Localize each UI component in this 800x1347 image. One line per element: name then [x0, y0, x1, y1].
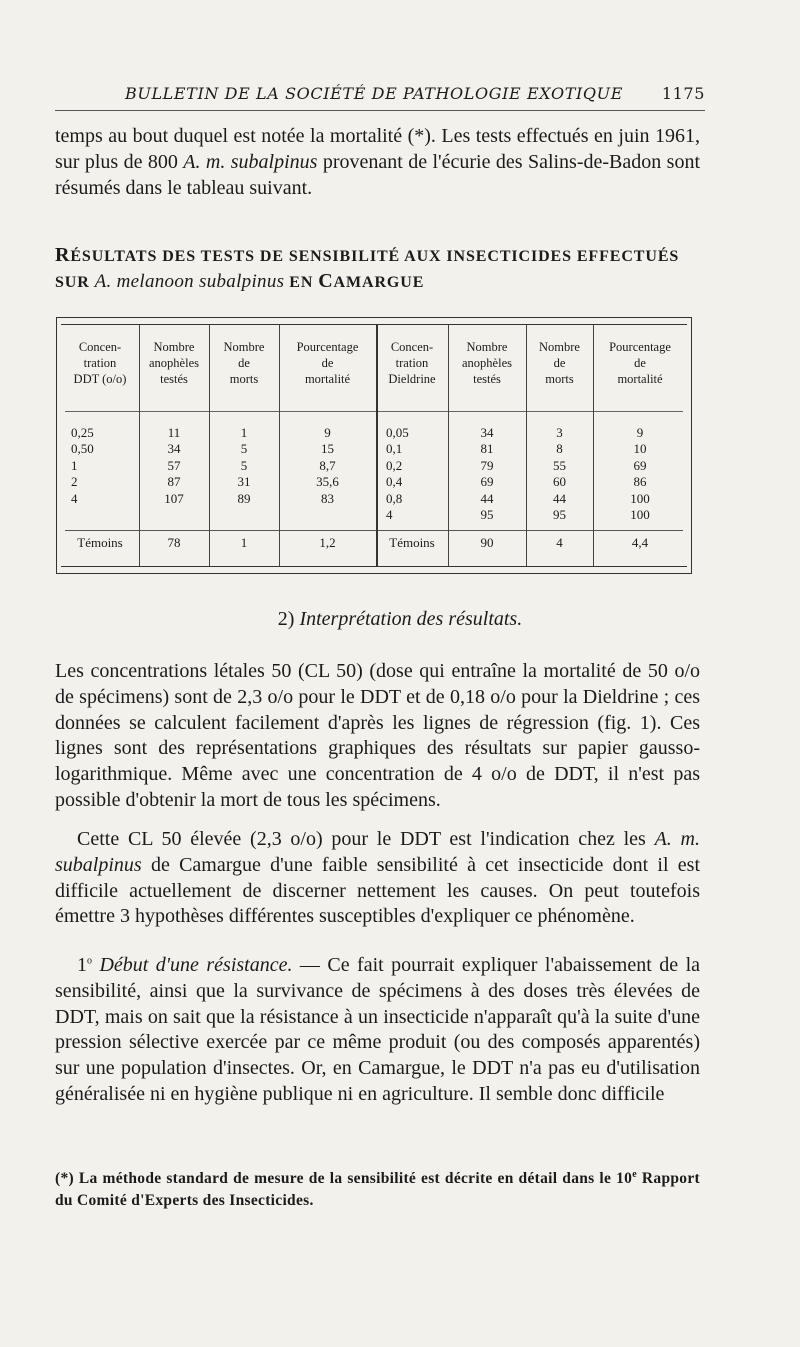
- footnote-sup: e: [632, 1168, 637, 1180]
- journal-title: BULLETIN DE LA SOCIÉTÉ DE PATHOLOGIE EXOTIQUE: [125, 84, 623, 103]
- paragraph-resistance: [55, 953, 700, 1108]
- control-value: 4: [556, 535, 563, 550]
- p4-text: — Ce fait pourrait expliquer l'abaissement de la sensibilité, ainsi que la survivance de spécimens à des doses très élevées de DDT, mais on sait que la résistance à un insecticide n'apparaît qu'à la suite d'une pression sélective exercée par ce même produit (ou des composés apparentés) sur une population d'insectes. Or, en Camargue, le DDT n'a pas eu d'utilisation généralisée ni en hygiène publique ni en agriculture. Il semble donc difficile: [55, 954, 701, 1105]
- column-header: Nombre de morts: [223, 340, 265, 386]
- p3-species: A. m. subalpinus: [55, 828, 700, 876]
- column-header: Pourcentage de mortalité: [609, 340, 671, 386]
- column-values: 34 81 79 69 44 95: [480, 425, 494, 523]
- paragraph-low-sensitivity: [55, 827, 700, 930]
- section-title: Interprétation des résultats.: [299, 608, 523, 630]
- column-header: Nombre de morts: [539, 340, 580, 386]
- paragraph-lethal-concentrations: Les concentrations létales 50 (CL 50) (dose qui entraîne la mortalité de 50 o/o de spécimens) sont de 2,3 o/o pour le DDT et de 0,18 o/o pour la Dieldrine ; ces données se calculent facilement d'après les lignes de régression (fig. 1). Ces lignes sont des représentations graphiques des résultats sur papier gausso-logarithmique. Même avec une concentration de 4 o/o de DDT, il n'est pas possible d'obtenir la mort de tous les spécimens.: [55, 660, 700, 811]
- caption-suffix: EN CAMARGUE: [289, 270, 425, 292]
- caption-line-1: RÉSULTATS DES TESTS DE SENSIBILITÉ AUX INSECTICIDES EFFECTUÉS: [55, 244, 680, 266]
- column-header: Concen- tration Dieldrine: [388, 340, 436, 386]
- column-values: 1 5 5 31 89: [237, 425, 251, 506]
- intro-paragraph: [55, 124, 700, 201]
- column-header: Pourcentage de mortalité: [296, 340, 359, 386]
- control-value: Témoins: [77, 535, 123, 550]
- control-value: Témoins: [389, 535, 435, 550]
- page-number: 1175: [661, 84, 705, 103]
- table-column-5: [376, 325, 449, 566]
- header-rule: [55, 110, 705, 111]
- p3-text-a: Cette CL 50 élevée (2,3 o/o) pour le DDT est l'indication chez les: [77, 828, 655, 850]
- table-column-2: [139, 325, 210, 566]
- table-caption: [55, 243, 700, 295]
- footnote-text-b: Rapport du Comité d'Experts des Insecticides.: [55, 1170, 700, 1209]
- caption-line-2: [55, 269, 700, 295]
- control-value: 1,2: [319, 535, 336, 550]
- section-number: 2): [277, 608, 295, 630]
- intro-text-a: temps au bout duquel est notée la mortalité (*). Les tests effectués en juin 1961, sur plus de 800: [55, 125, 700, 173]
- table-column-6: [448, 325, 527, 566]
- column-values: 9 10 69 86 100 100: [630, 425, 650, 523]
- column-values: 3 8 55 60 44 95: [553, 425, 566, 523]
- table-column-4: [279, 325, 378, 566]
- caption-prefix: SUR: [55, 274, 95, 291]
- table-column-1: [61, 325, 140, 566]
- table-column-3: [209, 325, 280, 566]
- p4-title: Début d'une résistance.: [99, 954, 293, 976]
- p4-number: 1$^o$: [77, 954, 92, 976]
- column-header: Nombre anophèles testés: [149, 340, 199, 386]
- intro-text-b: provenant de l'écurie des Salins-de-Badon sont résumés dans le tableau suivant.: [55, 150, 700, 199]
- table-frame: [61, 324, 687, 567]
- intro-species: A. m. subalpinus: [183, 150, 318, 173]
- p3-text-b: de Camargue d'une faible sensibilité à cet insecticide dont il est difficile actuellement de discerner nettement les causes. On peut toutefois émettre 3 hypothèses différentes susceptibles d'expliquer ce phénomène.: [55, 853, 700, 928]
- column-values: 9 15 8,7 35,6 83: [316, 425, 339, 506]
- results-table: [56, 317, 692, 574]
- section-heading: [0, 608, 800, 631]
- table-column-7: [526, 325, 594, 566]
- table-column-8: [593, 325, 687, 566]
- column-values: 0,25 0,50 1 2 4: [71, 425, 94, 506]
- control-value: 90: [480, 535, 494, 550]
- caption-species: A. melanoon subalpinus: [94, 271, 285, 292]
- column-values: 0,05 0,1 0,2 0,4 0,8 4: [386, 425, 409, 523]
- control-value: 4,4: [631, 535, 649, 550]
- footnote-text-a: (*) La méthode standard de mesure de la sensibilité est décrite en détail dans le 10: [55, 1170, 633, 1187]
- control-value: 78: [167, 535, 181, 550]
- footnote: [55, 1168, 700, 1212]
- column-values: 11 34 57 87 107: [164, 425, 184, 506]
- running-header: [55, 84, 705, 108]
- column-header: Concen- tration DDT (o/o): [73, 340, 127, 386]
- control-value: 1: [240, 535, 248, 550]
- column-header: Nombre anophèles testés: [462, 340, 512, 386]
